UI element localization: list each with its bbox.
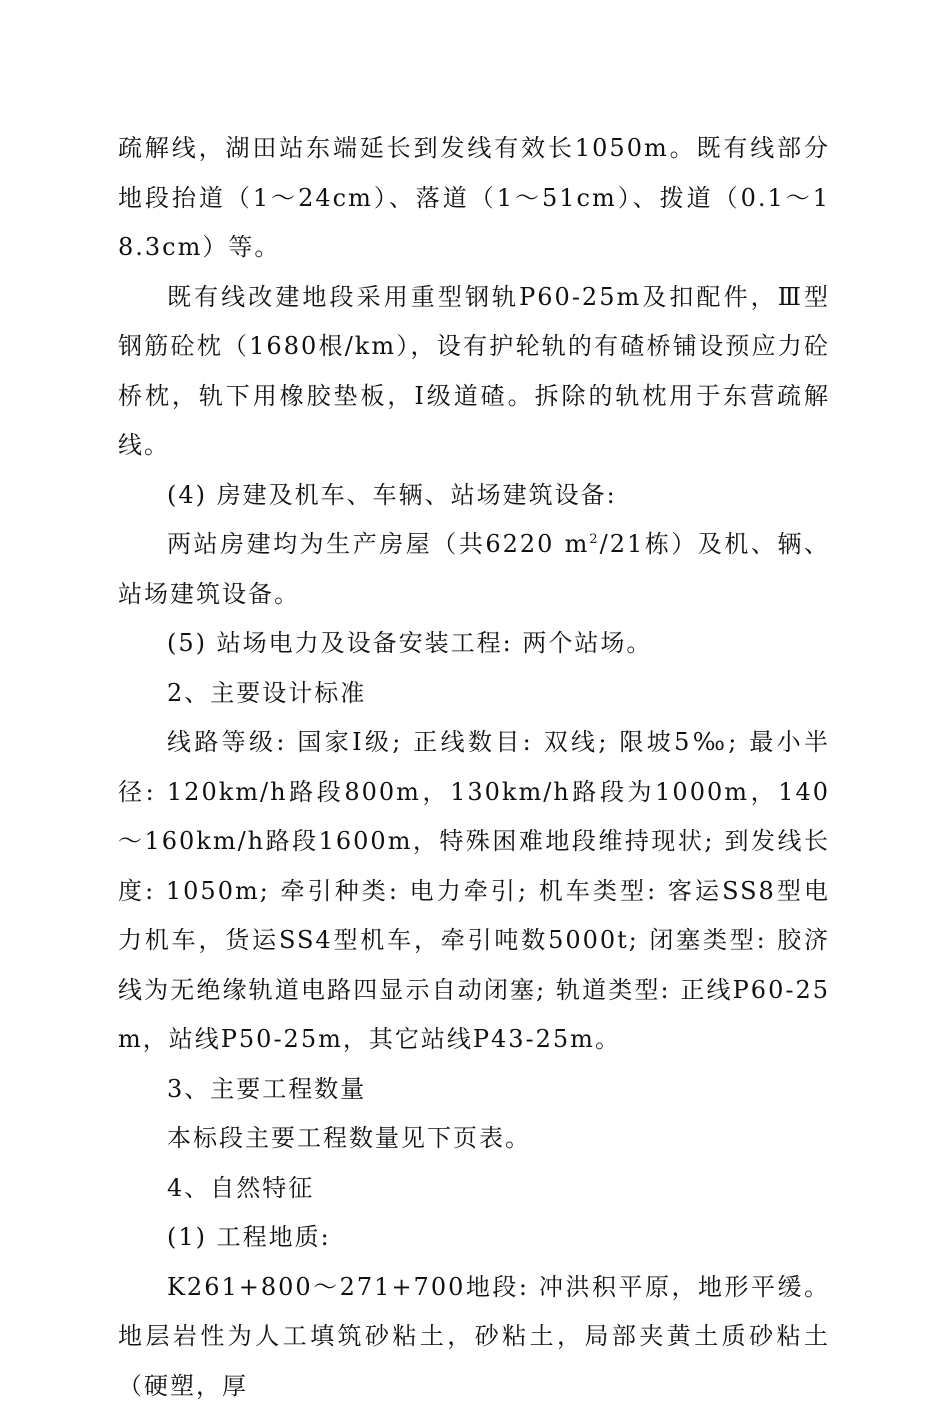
- section-heading-1-geology: (1) 工程地质:: [118, 1213, 830, 1263]
- paragraph-p4-text-after: /21栋）及机、辆、站场建筑设备。: [118, 530, 830, 608]
- paragraph-p9: 本标段主要工程数量见下页表。: [118, 1114, 830, 1164]
- paragraph-p4-text-before: 两站房建均为生产房屋（共6220 m: [167, 530, 589, 558]
- paragraph-p7: 线路等级: 国家Ⅰ级; 正线数目: 双线; 限坡5‰; 最小半径: 120km/h路段800m，130km/h路段为1000m，140～160km/h路段1600m，特殊困难地段维持现状; 到发线长度: 1050m; 牵引种类: 电力牵引; 机车类型: 客运SS8型电力机车，货运SS4型机车，牵引吨数5000t; 闭塞类型: 胶济线为无绝缘轨道电路四显示自动闭塞; 轨道类型: 正线P60-25m，站线P50-25m，其它站线P43-25m。: [118, 718, 830, 1065]
- section-heading-3-quantities: 3、主要工程数量: [118, 1065, 830, 1115]
- paragraph-p1: 疏解线，湖田站东端延长到发线有效长1050m。既有线部分地段抬道（1～24cm）、落道（1～51cm）、拨道（0.1～18.3cm）等。: [118, 124, 830, 273]
- paragraph-p4: [118, 520, 830, 619]
- section-heading-4-building: (4) 房建及机车、车辆、站场建筑设备:: [118, 471, 830, 521]
- superscript-square: 2: [589, 532, 599, 547]
- paragraph-p12: K261+800～271+700地段: 冲洪积平原，地形平缓。地层岩性为人工填筑砂粘土，砂粘土，局部夹黄土质砂粘土（硬塑，厚: [118, 1263, 830, 1411]
- section-heading-4-natural: 4、自然特征: [118, 1164, 830, 1214]
- section-heading-2-standards: 2、主要设计标准: [118, 669, 830, 719]
- paragraph-p2: 既有线改建地段采用重型钢轨P60-25m及扣配件，Ⅲ型钢筋砼枕（1680根/km），设有护轮轨的有碴桥铺设预应力砼桥枕，轨下用橡胶垫板，Ⅰ级道碴。拆除的轨枕用于东营疏解线。: [118, 273, 830, 471]
- document-body: [118, 124, 830, 1411]
- section-heading-5-power: (5) 站场电力及设备安装工程: 两个站场。: [118, 619, 830, 669]
